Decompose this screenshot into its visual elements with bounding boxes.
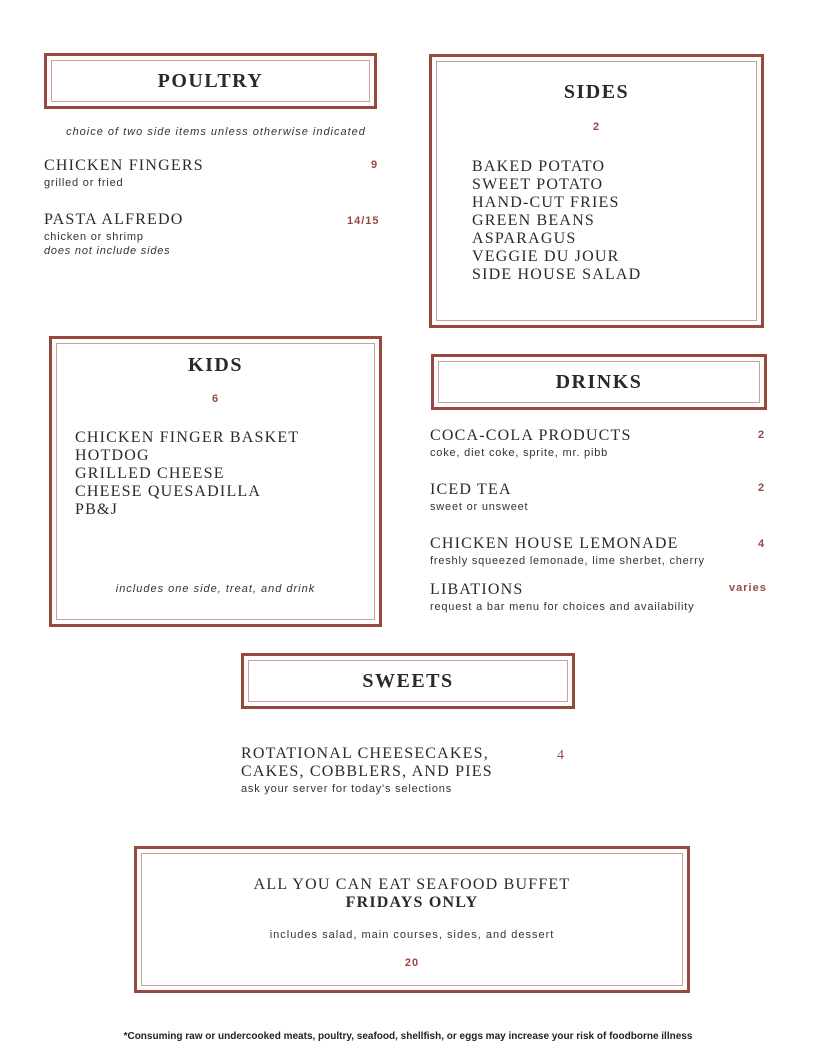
sides-price: 2 <box>592 121 601 133</box>
chicken-fingers-desc: grilled or fried <box>44 177 124 189</box>
kids-box <box>49 336 382 627</box>
poultry-title: POULTRY <box>157 70 264 92</box>
kids-title: KIDS <box>188 354 243 376</box>
list-item: HAND-CUT FRIES <box>472 194 620 211</box>
list-item: SWEET POTATO <box>472 176 604 193</box>
list-item: CHICKEN FINGER BASKET <box>75 429 300 446</box>
kids-note: includes one side, treat, and drink <box>115 583 316 595</box>
buffet-box <box>134 846 690 993</box>
list-item: ASPARAGUS <box>472 230 577 247</box>
sides-list <box>472 158 641 284</box>
sweets-name-line1: ROTATIONAL CHEESECAKES, <box>241 745 489 762</box>
sides-box <box>429 54 764 328</box>
iced-tea-name: ICED TEA <box>430 481 512 498</box>
list-item: VEGGIE DU JOUR <box>472 248 620 265</box>
list-item: GRILLED CHEESE <box>75 465 225 482</box>
chicken-fingers-name: CHICKEN FINGERS <box>44 157 204 174</box>
list-item: HOTDOG <box>75 447 150 464</box>
libations-price: varies <box>729 582 767 594</box>
pasta-alfredo-name: PASTA ALFREDO <box>44 211 184 228</box>
kids-price: 6 <box>211 393 220 405</box>
buffet-price: 20 <box>404 957 420 969</box>
drinks-title: DRINKS <box>555 371 643 393</box>
sweets-header-box <box>241 653 575 709</box>
libations-desc: request a bar menu for choices and availability <box>430 601 695 613</box>
sweets-name-line2: CAKES, COBBLERS, AND PIES <box>241 763 493 780</box>
buffet-desc: includes salad, main courses, sides, and dessert <box>269 929 555 941</box>
pasta-alfredo-note: does not include sides <box>44 245 171 257</box>
lemonade-desc: freshly squeezed lemonade, lime sherbet, cherry <box>430 555 705 567</box>
list-item: PB&J <box>75 501 119 518</box>
libations-name: LIBATIONS <box>430 581 524 598</box>
lemonade-price: 4 <box>758 538 766 550</box>
coca-cola-price: 2 <box>758 429 766 441</box>
drinks-header-box <box>431 354 767 410</box>
sweets-desc: ask your server for today's selections <box>241 783 453 795</box>
coca-cola-desc: coke, diet coke, sprite, mr. pibb <box>430 447 609 459</box>
sweets-title: SWEETS <box>362 670 454 692</box>
list-item: BAKED POTATO <box>472 158 606 175</box>
coca-cola-name: COCA-COLA PRODUCTS <box>430 427 632 444</box>
list-item: GREEN BEANS <box>472 212 595 229</box>
sides-title: SIDES <box>563 81 630 103</box>
poultry-header-box <box>44 53 377 109</box>
sweets-price: 4 <box>557 748 566 763</box>
pasta-alfredo-price: 14/15 <box>347 215 380 227</box>
pasta-alfredo-desc: chicken or shrimp <box>44 231 144 243</box>
kids-list <box>75 429 299 519</box>
list-item: CHEESE QUESADILLA <box>75 483 262 500</box>
foodborne-warning: *Consuming raw or undercooked meats, poultry, seafood, shellfish, or eggs may increase your risk of foodborne illness <box>123 1031 693 1042</box>
iced-tea-price: 2 <box>758 482 766 494</box>
buffet-line2: FRIDAYS ONLY <box>345 894 479 911</box>
iced-tea-desc: sweet or unsweet <box>430 501 529 513</box>
list-item: SIDE HOUSE SALAD <box>472 266 642 283</box>
buffet-line1: ALL YOU CAN EAT SEAFOOD BUFFET <box>253 876 571 893</box>
chicken-fingers-price: 9 <box>371 159 379 171</box>
poultry-note: choice of two side items unless otherwise indicated <box>66 126 366 138</box>
lemonade-name: CHICKEN HOUSE LEMONADE <box>430 535 679 552</box>
